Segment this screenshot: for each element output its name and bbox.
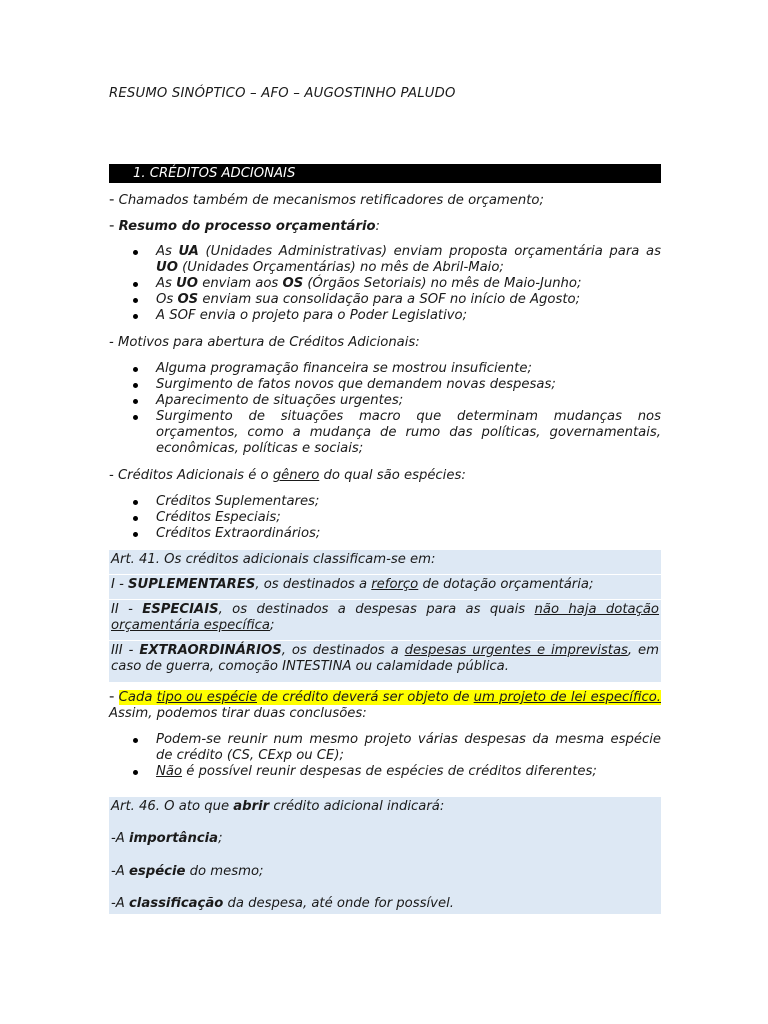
text: , os destinados a <box>281 643 405 658</box>
text: crédito adicional indicará: <box>269 799 445 814</box>
list-item: Créditos Especiais; <box>109 510 661 526</box>
list-item: A SOF envia o projeto para o Poder Legislativo; <box>109 308 661 324</box>
text: enviam aos <box>198 276 283 291</box>
motivos-list <box>109 361 661 457</box>
cada-paragraph <box>109 688 661 722</box>
term: SUPLEMENTARES <box>128 577 256 592</box>
art46-item-classificacao <box>111 896 454 912</box>
list-item <box>109 764 661 780</box>
genero-line <box>109 468 661 484</box>
process-list <box>109 244 661 324</box>
list-item: Surgimento de situações macro que determinam mudanças nos orçamentos, como a mudança de rumo das políticas, governamentais, econômicas, políticas e sociais; <box>109 409 661 457</box>
intro-text: Chamados também de mecanismos retificadores de orçamento; <box>114 193 544 208</box>
underlined-term: não haja dotação orçamentária específica <box>111 602 660 633</box>
text: , os destinados a despesas para as quais <box>218 602 535 617</box>
text: do qual são espécies: <box>319 468 466 483</box>
art41-row-extraordinarios <box>109 640 661 679</box>
text: - Créditos Adicionais é o <box>109 468 273 483</box>
art41-box <box>109 550 661 682</box>
art46-box <box>109 797 661 914</box>
text: -A <box>111 831 129 846</box>
highlight-text: tipo ou espécie <box>156 690 258 705</box>
text: da despesa, até onde for possível. <box>223 896 454 911</box>
acronym-os: OS <box>282 276 304 291</box>
text: -A <box>111 864 129 879</box>
term: espécie <box>128 864 186 879</box>
art46-item-importancia <box>111 831 223 847</box>
text: enviam sua consolidação para a SOF no início de Agosto; <box>198 292 581 307</box>
motivos-heading: - Motivos para abertura de Créditos Adicionais: <box>109 335 420 350</box>
document-header: RESUMO SINÓPTICO – AFO – AUGOSTINHO PALUDO <box>109 86 456 101</box>
art46-title <box>111 799 444 815</box>
list-item: Créditos Suplementares; <box>109 494 661 510</box>
text: III - <box>111 643 140 658</box>
underlined-term: gênero <box>272 468 320 483</box>
highlight-text: de crédito deverá ser objeto de <box>257 690 474 705</box>
text: -A <box>111 896 129 911</box>
text: (Unidades Administrativas) enviam proposta orçamentária para as <box>198 244 661 259</box>
section-title: 1. CRÉDITOS ADCIONAIS <box>109 164 661 183</box>
conclusoes-list <box>109 732 661 780</box>
text: Os <box>156 292 178 307</box>
dash: - <box>109 190 115 208</box>
list-item <box>109 276 661 292</box>
intro-line <box>109 191 661 209</box>
acronym-uo: UO <box>156 260 178 275</box>
list-item: Créditos Extraordinários; <box>109 526 661 542</box>
art41-row-especiais <box>109 599 661 640</box>
dash: - <box>109 216 115 234</box>
underlined-term: despesas urgentes e imprevistas <box>404 643 628 658</box>
text: do mesmo; <box>185 864 264 879</box>
art41-title: Art. 41. Os créditos adicionais classificam-se em: <box>111 552 436 567</box>
text: As <box>156 276 177 291</box>
especies-list <box>109 494 661 542</box>
term: EXTRAORDINÁRIOS <box>139 643 282 658</box>
text: de dotação orçamentária; <box>418 577 594 592</box>
text: ; <box>218 831 223 846</box>
term: importância <box>128 831 219 846</box>
text: (Unidades Orçamentárias) no mês de Abril-Maio; <box>177 260 504 275</box>
acronym-ua: UA <box>178 244 199 259</box>
text: ; <box>269 618 275 633</box>
text: II - <box>111 602 143 617</box>
resumo-colon: : <box>375 219 380 234</box>
acronym-os: OS <box>177 292 199 307</box>
list-item <box>109 244 661 276</box>
highlight-text: um projeto de lei específico. <box>473 690 661 705</box>
list-item: Aparecimento de situações urgentes; <box>109 393 661 409</box>
list-item <box>109 292 661 308</box>
dash: - <box>109 687 115 705</box>
text: , em caso de guerra, comoção INTESTINA ou calamidade pública. <box>111 643 660 674</box>
text: é possível reunir despesas de espécies de créditos diferentes; <box>182 764 597 779</box>
underlined-term: Não <box>156 764 183 779</box>
term: classificação <box>128 896 224 911</box>
term: abrir <box>233 799 270 814</box>
acronym-uo: UO <box>176 276 199 291</box>
text: Art. 46. O ato que <box>111 799 234 814</box>
text: I - <box>111 577 129 592</box>
text: Assim, podemos tirar duas conclusões: <box>109 706 367 721</box>
text: (Órgãos Setoriais) no mês de Maio-Junho; <box>303 276 582 291</box>
text: As <box>156 244 179 259</box>
art41-row-suplementares <box>109 574 661 599</box>
list-item: Podem-se reunir num mesmo projeto várias despesas da mesma espécie de crédito (CS, CExp ou CE); <box>109 732 661 764</box>
text: , os destinados a <box>255 577 372 592</box>
term: ESPECIAIS <box>142 602 219 617</box>
resumo-line <box>109 217 661 235</box>
underlined-term: reforço <box>371 577 419 592</box>
list-item: Surgimento de fatos novos que demandem novas despesas; <box>109 377 661 393</box>
list-item: Alguma programação financeira se mostrou insuficiente; <box>109 361 661 377</box>
highlight-text: Cada <box>118 690 157 705</box>
resumo-heading: Resumo do processo orçamentário <box>118 219 376 234</box>
art46-item-especie <box>111 864 263 880</box>
